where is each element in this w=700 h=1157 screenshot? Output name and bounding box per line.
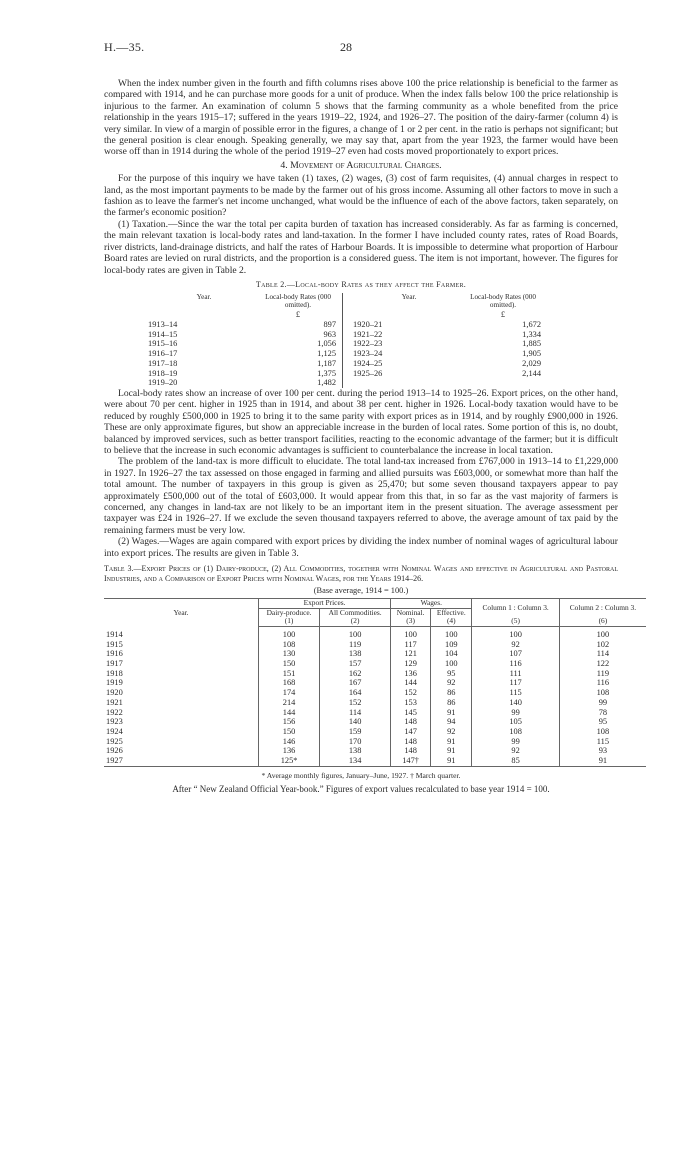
table2-value: 1,334 (522, 329, 541, 339)
table3-cell: 100 (320, 626, 391, 639)
table3-cell: 91 (431, 746, 472, 756)
table3-cell: 117 (472, 678, 559, 688)
table-row (104, 737, 646, 747)
table2-value: 1,905 (522, 349, 541, 359)
table3-footnote: * Average monthly figures, January–June, 1927. † March quarter. (261, 770, 461, 780)
table3-wages-header: Wages. (391, 599, 472, 609)
table3-year: 1925 (106, 736, 123, 746)
table-row (104, 678, 646, 688)
table3-cell: 91 (431, 756, 472, 766)
table2-value: 1,375 (317, 368, 336, 378)
table-row (104, 708, 646, 718)
table2-year: 1914–15 (148, 329, 178, 339)
table3-cell: 109 (431, 640, 472, 650)
table3-cell: 138 (320, 746, 391, 756)
table3-cell: 86 (431, 688, 472, 698)
table3-cell: 144 (391, 678, 431, 688)
table3-cell: 152 (320, 698, 391, 708)
table2-value: 1,125 (317, 349, 336, 359)
table-row (104, 688, 646, 698)
table3-cell: 93 (559, 746, 646, 756)
table2-value: 1,672 (522, 320, 541, 330)
table3-cell: 150 (259, 659, 320, 669)
table3-cell: 159 (320, 727, 391, 737)
table3-cell: 125* (259, 756, 320, 766)
table3-cell: 99 (472, 708, 559, 718)
table2-value: 1,482 (317, 378, 336, 388)
table2-year: 1917–18 (148, 358, 178, 368)
table3-cell: 114 (320, 708, 391, 718)
table2-year: 1922–23 (343, 339, 466, 349)
table3-cell: 148 (391, 737, 431, 747)
table2-value: 1,885 (522, 339, 541, 349)
report-reference: H.—35. (104, 40, 145, 54)
table3-cell: 102 (559, 640, 646, 650)
table2-value: 2,029 (522, 358, 541, 368)
table3-cell: 145 (391, 708, 431, 718)
table3-year: 1926 (106, 746, 123, 756)
table3-cell: 115 (559, 737, 646, 747)
table3-cell: 104 (431, 649, 472, 659)
table-row (104, 727, 646, 737)
table3-cell: 129 (391, 659, 431, 669)
table3-cell: 105 (472, 717, 559, 727)
table2-unit: £ (295, 310, 301, 320)
table3-ratio2-header: Column 2 : Column 3. (559, 599, 646, 618)
table3-cell: 144 (259, 708, 320, 718)
table3-cell: 146 (259, 737, 320, 747)
table3-ratio1-header: Column 1 : Column 3. (472, 599, 559, 618)
table3-caption: Table 3.—Export Prices of (1) Dairy-produce, (2) All Commodities, together with Nominal Wages and effective in Agricultural and Pastoral Industries, and a Comparison of Export Prices with Nominal Wages, for the Years 1914–26. (104, 564, 618, 584)
table3-cell: 157 (320, 659, 391, 669)
table3-year: 1914 (106, 629, 123, 639)
table3-cell: 116 (559, 678, 646, 688)
table3-col-number: (1) (259, 617, 320, 626)
table3-cell: 140 (320, 717, 391, 727)
table3-year-header: Year. (104, 599, 259, 627)
table2-value: 1,056 (317, 339, 336, 349)
table3-cell: 136 (391, 669, 431, 679)
table3-cell: 130 (259, 649, 320, 659)
table3 (104, 598, 646, 766)
table3-cell: 136 (259, 746, 320, 756)
section-heading: 4. Movement of Agricultural Charges. (280, 159, 442, 171)
table3-cell: 92 (431, 727, 472, 737)
table3-cell: 94 (431, 717, 472, 727)
table3-subcaption: (Base average, 1914 = 100.) (313, 586, 409, 596)
table2-year: 1924–25 (343, 359, 466, 369)
table3-year: 1922 (106, 707, 123, 717)
paragraph: When the index number given in the fourth and fifth columns rises above 100 the price relationship is beneficial to the farmer as compared with 1914, and he can purchase more goods for a unit of produce. When the index falls below 100 the price relationship is injurious to the farmer. An examination of column 5 shows that the farming community as a whole benefited from the price relationship in the years 1915–17; suffered in the years 1919–22, 1924, and 1926–27. The position of the dairy-farmer (column 4) is very similar. In view of a margin of possible error in the figures, a change of 1 or 2 per cent. in the ratio is perhaps not significant; but the general position is clear enough. Speaking generally, we may say that, apart from the year 1923, the farmer would have been worse off than in 1914 during the whole of the period 1919–27 even had costs moved proportionately to export prices. (104, 78, 618, 158)
table3-cell: 122 (559, 659, 646, 669)
table3-cell: 108 (472, 727, 559, 737)
table3-source: After “ New Zealand Official Year-book.” Figures of export values recalculated to base year 1914 = 100. (172, 784, 550, 795)
table3-cell: 108 (259, 640, 320, 650)
table2-year: 1923–24 (343, 349, 466, 359)
table-row (104, 717, 646, 727)
table3-cell: 119 (320, 640, 391, 650)
table3-year: 1923 (106, 717, 123, 727)
paragraph: (1) Taxation.—Since the war the total per capita burden of taxation has increased considerably. As far as farming is concerned, the main relevant taxation is local-body rates and land-taxation. In the former I have included county rates, rates of Road Boards, river districts, land-drainage districts, and half the rates of Harbour Boards. It is impossible to determine what proportion of Harbour Board rates are levied on rural districts, and the proportion is a considered guess. The item is not important, however. The figures for local-body rates are given in Table 2. (104, 218, 618, 276)
table3-cell: 100 (431, 659, 472, 669)
paragraph: (2) Wages.—Wages are again compared with export prices by dividing the index number of nominal wages of agricultural labour into export prices. The results are given in Table 3. (104, 536, 618, 559)
table3-year: 1918 (106, 668, 123, 678)
table3-export-prices-header: Export Prices. (259, 599, 391, 609)
table-row (104, 756, 646, 766)
table3-cell: 100 (431, 626, 472, 639)
table2-caption: Table 2.—Local-body Rates as they affect the Farmer. (255, 279, 467, 289)
table3-cell: 115 (472, 688, 559, 698)
table3-cell: 100 (391, 626, 431, 639)
table3-cell: 108 (559, 727, 646, 737)
table3-cell: 117 (391, 640, 431, 650)
table3-cell: 78 (559, 708, 646, 718)
table3-cell: 138 (320, 649, 391, 659)
table3-cell: 92 (472, 640, 559, 650)
paragraph: Local-body rates show an increase of over 100 per cent. during the period 1913–14 to 1925–26. Export prices, on the other hand, were about 70 per cent. higher in 1925 than in 1914, and about 38 per cent. higher in 1926. Local-body taxation would have to be reduced by roughly £500,000 in 1925 to bring it to the same parity with export prices as in 1914, and by roughly £900,000 in 1926. These are only approximate figures, but show an appreciable increase in the burden of local rates. Some portion of this is, no doubt, balanced by improved services, such as better transport facilities, reacting to the economic advantage of the farmer; but it is difficult to believe that the increase in such economic advantages is sufficient to counterbalance the increase in local taxation. (104, 387, 618, 456)
table2-year-header: Year. (343, 293, 466, 310)
table3-cell: 100 (259, 626, 320, 639)
table-row (104, 746, 646, 756)
table3-col-number: (3) (391, 617, 431, 626)
table3-cell: 116 (472, 659, 559, 669)
table2-year: 1919–20 (148, 378, 178, 388)
page-body (104, 78, 637, 796)
table3-cell: 168 (259, 678, 320, 688)
table3-cell: 119 (559, 669, 646, 679)
table3-year: 1924 (106, 726, 123, 736)
table2-year: 1921–22 (343, 330, 466, 340)
table3-cell: 164 (320, 688, 391, 698)
table3-cell: 153 (391, 698, 431, 708)
table3-cell: 95 (559, 717, 646, 727)
table3-year: 1916 (106, 649, 123, 659)
table3-cell: 156 (259, 717, 320, 727)
table3-col-number: (2) (320, 617, 391, 626)
table3-year: 1921 (106, 697, 123, 707)
table3-cell: 167 (320, 678, 391, 688)
table3-cell: 99 (472, 737, 559, 747)
table3-cell: 100 (559, 626, 646, 639)
table3-cell: 174 (259, 688, 320, 698)
table3-cell: 148 (391, 746, 431, 756)
paragraph: For the purpose of this inquiry we have taken (1) taxes, (2) wages, (3) cost of farm requisites, (4) annual charges in respect to land, as the most important payments to be made by the farmer out of his gross income. Assuming all other factors to move in such a fashion as to leave the farmer's net income unchanged, what would be the influence of each of the above factors, taken separately, on the farmer's economic position? (104, 173, 618, 219)
table3-cell: 151 (259, 669, 320, 679)
table3-cell: 147† (391, 756, 431, 766)
table3-cell: 150 (259, 727, 320, 737)
table-row (104, 659, 646, 669)
table3-col-number: (5) (472, 617, 559, 626)
table2-year-header: Year. (196, 293, 212, 302)
table3-col-number: (6) (559, 617, 646, 626)
paragraph: The problem of the land-tax is more difficult to elucidate. The total land-tax increased from £767,000 in 1913–14 to £1,229,000 in 1927. In 1926–27 the tax assessed on those engaged in farming and allied pursuits was £603,000, or somewhat more than half the total amount. The number of taxpayers in this group is given as 25,470; but some seven thousand taxpayers appear to pay approximately £500,000 out of the total of £603,000. It would appear from this that, in so far as the vast majority of farmers is concerned, any changes in land-tax are not likely to be an important item in the present situation. The average assessment per taxpayer was £24 in 1926–27. If we exclude the seven thousand taxpayers referred to above, the average amount of tax paid by the remaining farmers must be very low. (104, 456, 618, 536)
table3-cell: 92 (472, 746, 559, 756)
table3-cell: 91 (431, 708, 472, 718)
table3-cell: 148 (391, 717, 431, 727)
table3-cell: 214 (259, 698, 320, 708)
table2-year: 1925–26 (343, 369, 466, 379)
table3-cell: 121 (391, 649, 431, 659)
table2-year: 1913–14 (148, 320, 178, 330)
table3-cell: 86 (431, 698, 472, 708)
table3-cell: 107 (472, 649, 559, 659)
table3-cell: 85 (472, 756, 559, 766)
table2-year: 1920–21 (343, 320, 466, 330)
table3-cell: 100 (472, 626, 559, 639)
table2-year: 1918–19 (148, 368, 178, 378)
table2-year: 1915–16 (148, 339, 178, 349)
table2-year: 1916–17 (148, 349, 178, 359)
table3-cell: 91 (431, 737, 472, 747)
table3-all-header: All Commodities. (320, 608, 391, 617)
table-row (104, 626, 646, 639)
table3-year: 1917 (106, 659, 123, 669)
table2-rates-header: Local-body Rates (000 omitted). (470, 293, 536, 310)
table3-col-number: (4) (431, 617, 472, 626)
table3-effective-header: Effective. (431, 608, 472, 617)
table3-cell: 147 (391, 727, 431, 737)
table-row (104, 698, 646, 708)
table3-year: 1915 (106, 639, 123, 649)
table3-cell: 111 (472, 669, 559, 679)
table3-cell: 108 (559, 688, 646, 698)
table2-value: 897 (323, 320, 336, 330)
table3-cell: 114 (559, 649, 646, 659)
table3-cell: 95 (431, 669, 472, 679)
table3-year: 1920 (106, 688, 123, 698)
table-row (104, 669, 646, 679)
table2-value: 2,144 (522, 368, 541, 378)
table3-year: 1919 (106, 678, 123, 688)
table2-unit: £ (500, 310, 506, 320)
table3-cell: 140 (472, 698, 559, 708)
table3-cell: 170 (320, 737, 391, 747)
table3-cell: 91 (559, 756, 646, 766)
table3-year: 1927 (104, 756, 259, 766)
page-number: 28 (340, 40, 352, 54)
table-row (104, 640, 646, 650)
table3-cell: 162 (320, 669, 391, 679)
table2-rates-header: Local-body Rates (000 omitted). (265, 293, 331, 310)
table3-cell: 134 (320, 756, 391, 766)
table3-nominal-header: Nominal. (391, 608, 431, 617)
table-row (104, 649, 646, 659)
table3-cell: 99 (559, 698, 646, 708)
table3-dairy-header: Dairy-produce. (259, 608, 320, 617)
table3-cell: 152 (391, 688, 431, 698)
table3-cell: 92 (431, 678, 472, 688)
table2-value: 1,187 (317, 358, 336, 368)
table2-value: 963 (323, 329, 336, 339)
table2 (148, 293, 541, 388)
